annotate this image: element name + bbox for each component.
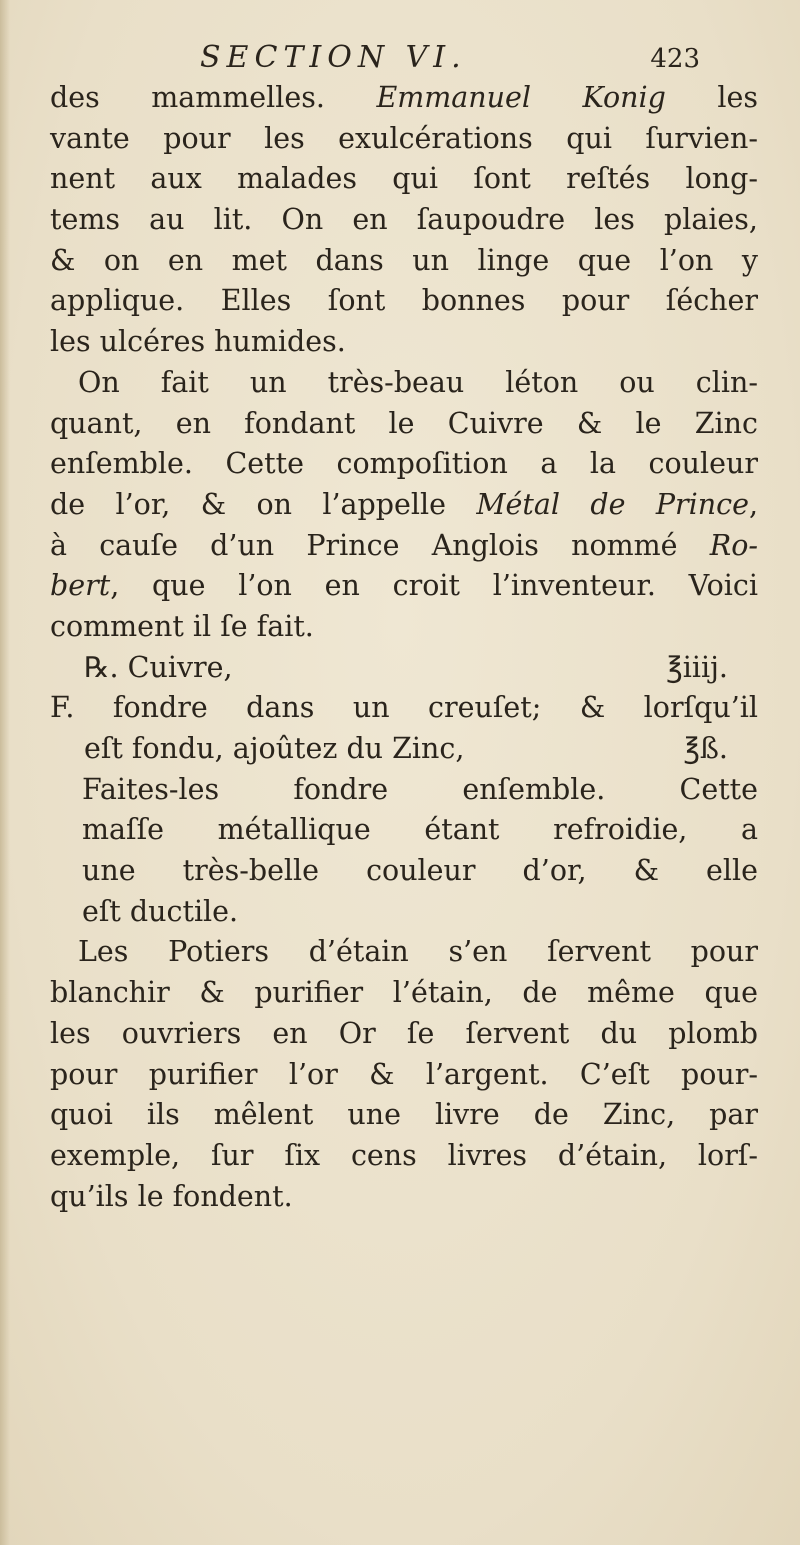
- text-line: [50, 566, 758, 607]
- text-line: [50, 363, 758, 404]
- text-run: & on en met dans un linge que l’on y: [50, 243, 758, 277]
- step-line-1: eſt fondu, ajoûtez du Zinc,: [84, 732, 465, 765]
- running-title: SECTION VI.: [200, 40, 467, 75]
- recipe-block: [50, 648, 758, 933]
- text-run: à cauſe d’un Prince Anglois nommé: [50, 528, 710, 562]
- italic-text: bert: [50, 569, 111, 603]
- text-line: les ouvriers en Or ſe ſervent du plomb: [50, 1016, 758, 1050]
- text-run: nent aux malades qui ſont reſtés long-: [50, 162, 758, 196]
- step-line-0: fondre dans un creuſet; & lorſqu’il: [112, 691, 758, 725]
- recipe-line-ingredient: [50, 648, 758, 689]
- page-gutter-shadow: [0, 0, 10, 1545]
- text-run: les: [665, 81, 758, 114]
- quantity-1: ℥iiij.: [666, 650, 728, 684]
- text-line: [50, 159, 758, 200]
- text-line: [50, 485, 758, 526]
- text-run: de l’or, & on l’appelle: [50, 487, 477, 521]
- rx-symbol: ℞.: [84, 650, 119, 684]
- text-run: tems au lit. On en ſaupoudre les plaies,: [50, 203, 758, 237]
- text-run: enſemble. Cette compoſition a la couleur: [50, 447, 758, 481]
- closing-paragraph: [50, 932, 758, 1217]
- text-run: vante pour les exulcérations qui ſurvien-: [50, 121, 758, 155]
- text-run: des mammelles.: [50, 81, 377, 114]
- text-line: exemple, ſur ſix cens livres d’étain, lorſ-: [50, 1138, 758, 1172]
- text-run: comment il ſe fait.: [50, 609, 314, 643]
- text-line: [50, 607, 758, 648]
- text-run: les ulcéres humides.: [50, 325, 346, 359]
- text-run: quant, en fondant le Cuivre & le Zinc: [50, 406, 758, 440]
- text-line: [50, 322, 758, 363]
- body-text: [50, 78, 758, 1217]
- page-number: 423: [650, 44, 700, 74]
- text-line: [50, 200, 758, 241]
- text-line: blanchir & purifier l’étain, de même que: [50, 976, 758, 1010]
- text-line: quoi ils mêlent une livre de Zinc, par: [50, 1098, 758, 1132]
- step-line-4: une très-belle couleur d’or, & elle: [82, 854, 758, 888]
- text-line: [50, 241, 758, 282]
- text-run: applique. Elles ſont bonnes pour ſécher: [50, 284, 758, 318]
- text-line: [50, 78, 758, 119]
- text-run: ,: [748, 487, 759, 521]
- text-line: pour purifier l’or & l’argent. C’eſt pour-: [50, 1057, 758, 1091]
- text-line: [50, 444, 758, 485]
- text-line: [50, 281, 758, 322]
- recipe-step-zinc: [50, 729, 758, 770]
- recipe-step-first: [50, 688, 758, 729]
- text-line: Les Potiers d’étain s’en ſervent pour: [78, 935, 758, 969]
- step-line-2: Faites-les fondre enſemble. Cette: [82, 772, 758, 806]
- text-line: [50, 526, 758, 567]
- step-marker: F.: [50, 691, 75, 725]
- text-run: On fait un très-beau léton ou clin-: [78, 365, 758, 399]
- ingredient-1: Cuivre,: [127, 650, 233, 684]
- text-line: [50, 119, 758, 160]
- step-line-3: maſſe métallique étant refroidie, a: [82, 813, 758, 847]
- text-line: [50, 404, 758, 445]
- italic-text: Emmanuel Konig: [376, 81, 666, 114]
- step-line-5: eſt ductile.: [82, 894, 239, 928]
- paragraph-lines: [50, 78, 758, 648]
- italic-text: Ro-: [709, 528, 758, 562]
- italic-text: Métal de Prince: [476, 487, 749, 521]
- quantity-2: ℥ß.: [683, 732, 728, 765]
- text-run: , que l’on en croit l’inventeur. Voici: [110, 569, 758, 603]
- text-line: qu’ils le fondent.: [50, 1179, 293, 1213]
